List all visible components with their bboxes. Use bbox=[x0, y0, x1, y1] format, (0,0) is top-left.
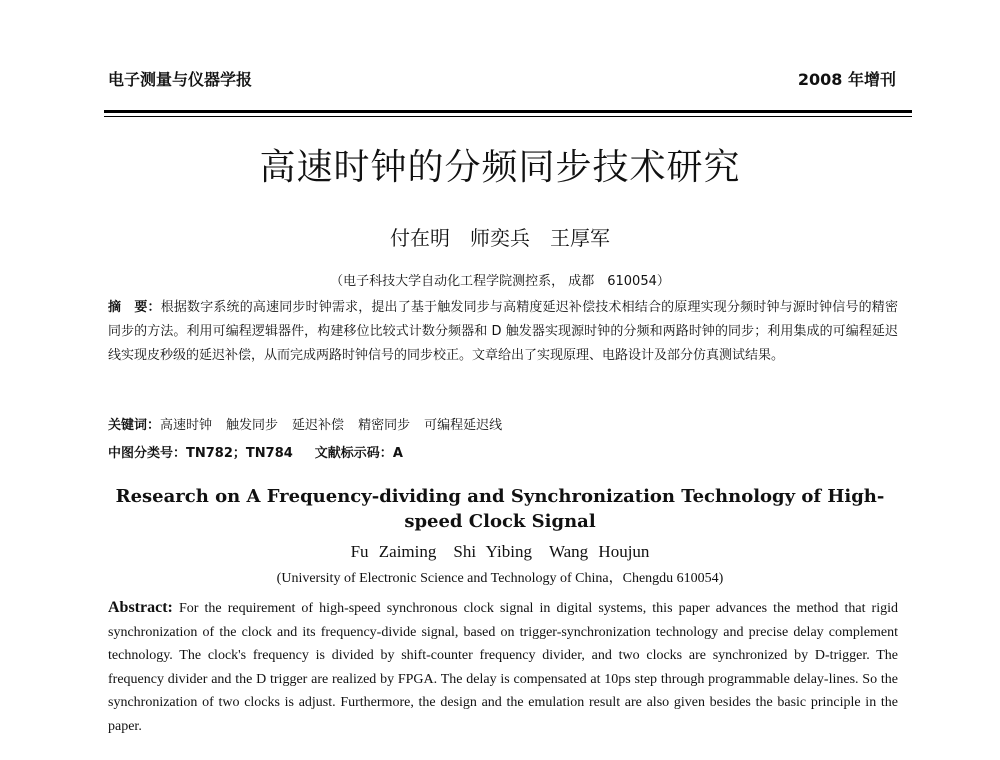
keyword-item: 可编程延迟线 bbox=[424, 418, 503, 433]
abstract-chinese bbox=[108, 296, 898, 368]
header-rule-thin bbox=[104, 116, 912, 117]
title-chinese: 高速时钟的分频同步技术研究 bbox=[259, 147, 741, 188]
abstract-english-text: For the requirement of high-speed synchronous clock signal in digital systems, this paper advances the method that rigid synchronization of the clock and its frequency-divide signal, based on trigger-synchronization technology and precise delay complement technology. The clock's frequency is divided by shift-counter frequency divider, and two clocks are synchronized by D-trigger. The frequency divider and the D trigger are realized by FPGA. The delay is compensated at 10ps step through programmable delay-lines. So the synchronization of two clocks is adjust. Furthermore, the design and the emulation result are also given besides the basic principle in the paper. bbox=[108, 601, 898, 734]
keyword-item: 延迟补偿 bbox=[292, 418, 345, 433]
abstract-english bbox=[108, 596, 898, 738]
affiliation-english: (University of Electronic Science and Technology of China，Chengdu 610054) bbox=[276, 571, 724, 586]
doc-code-label: 文献标示码： bbox=[314, 446, 393, 461]
affiliation-chinese: （电子科技大学自动化工程学院测控系， 成都 610054） bbox=[330, 274, 670, 289]
title-english: Research on A Frequency-dividing and Synchronization Technology of High-speed Clock Signal bbox=[115, 486, 885, 532]
journal-name: 电子测量与仪器学报 bbox=[108, 70, 253, 89]
clc-value: TN782；TN784 bbox=[186, 446, 293, 461]
authors-english: Fu Zaiming Shi Yibing Wang Houjun bbox=[350, 542, 650, 561]
authors-chinese: 付在明 师奕兵 王厚军 bbox=[390, 226, 610, 250]
classification-chinese bbox=[108, 444, 898, 464]
keyword-item: 高速时钟 bbox=[160, 418, 213, 433]
issue-label: 2008 年增刊 bbox=[797, 70, 896, 89]
keyword-item: 触发同步 bbox=[226, 418, 279, 433]
abstract-english-label: Abstract: bbox=[108, 599, 173, 616]
clc-label: 中图分类号： bbox=[108, 446, 187, 461]
abstract-chinese-label: 摘 要： bbox=[108, 300, 161, 315]
keywords-chinese-label: 关键词： bbox=[108, 418, 161, 433]
keyword-item: 精密同步 bbox=[358, 418, 411, 433]
abstract-chinese-text: 根据数字系统的高速同步时钟需求，提出了基于触发同步与高精度延迟补偿技术相结合的原理实现分频时钟与源时钟信号的精密同步的方法。利用可编程逻辑器件，构建移位比较式计数分频器和 D 触发器实现源时钟的分频和两路时钟的同步；利用集成的可编程延迟线实现皮秒级的延迟补偿，从而完成两路时钟信号的同步校正。文章给出了实现原理、电路设计及部分仿真测试结果。 bbox=[108, 300, 898, 363]
keywords-chinese bbox=[108, 416, 898, 436]
doc-code-value: A bbox=[392, 446, 403, 461]
header-rule-thick bbox=[104, 110, 912, 113]
